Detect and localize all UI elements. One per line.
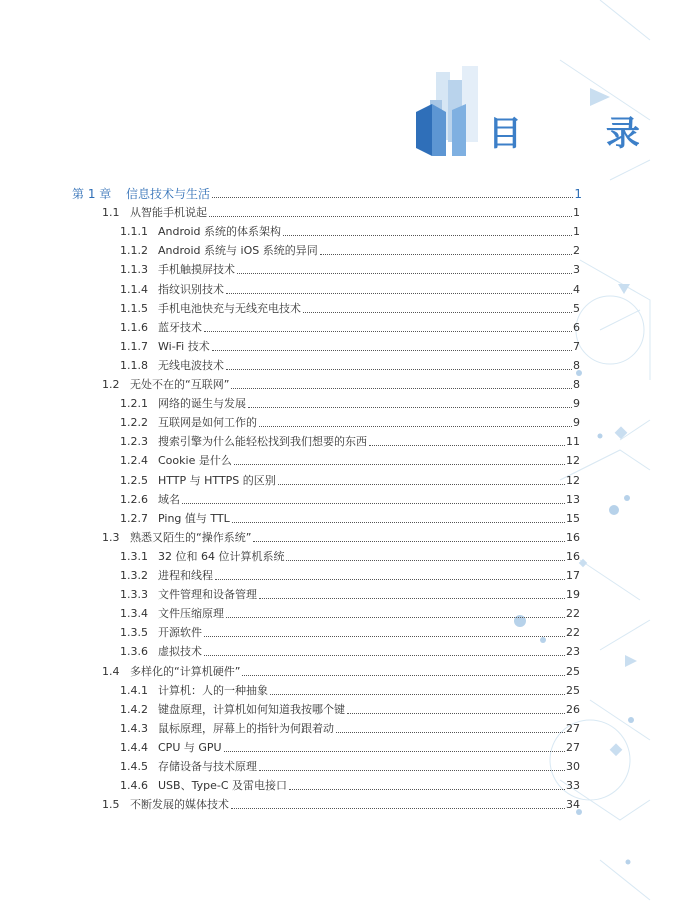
toc-entry-page: 1 <box>573 225 580 239</box>
toc-entry[interactable] <box>120 473 580 489</box>
toc-entry-title: 文件管理和设备管理 <box>158 588 257 602</box>
toc-entry-page: 5 <box>573 301 580 315</box>
toc-entry-page: 30 <box>566 760 580 773</box>
toc-entry-title: 32 位和 64 位计算机系统 <box>158 549 285 563</box>
toc-entry[interactable] <box>120 358 580 374</box>
dot-leader <box>212 349 572 351</box>
toc-entry-number: 1.3.3 <box>120 588 148 602</box>
toc-entry[interactable] <box>120 339 580 355</box>
toc-entry-page: 9 <box>573 397 580 411</box>
toc-entry-number: 1.1.2 <box>120 244 148 258</box>
dot-leader <box>204 654 565 656</box>
dot-leader <box>336 731 565 733</box>
dot-leader <box>215 578 565 580</box>
toc-entry[interactable] <box>102 377 580 393</box>
toc-entry-number: 1.4.1 <box>120 683 148 697</box>
toc-entry-number: 1.3 <box>102 530 120 544</box>
toc-entry-page: 16 <box>566 530 580 544</box>
toc-entry-number: 1.2.5 <box>120 473 148 487</box>
toc-entry-page: 6 <box>573 320 580 334</box>
toc-entry[interactable] <box>120 415 580 431</box>
toc-entry[interactable] <box>72 186 582 202</box>
dot-leader <box>270 693 565 695</box>
toc-entry-page: 22 <box>566 626 580 640</box>
toc-entry[interactable] <box>120 606 580 622</box>
toc-entry-number: 1.4.6 <box>120 779 148 793</box>
toc-entry-title: 从智能手机说起 <box>130 206 207 220</box>
toc-entry[interactable] <box>120 396 580 412</box>
toc-entry-title: 手机触摸屏技术 <box>158 263 235 277</box>
toc-entry[interactable] <box>120 721 580 737</box>
dot-leader <box>259 597 565 599</box>
toc-entry-number: 1.1.5 <box>120 301 148 315</box>
toc-entry-page: 22 <box>566 607 580 621</box>
toc-entry[interactable] <box>120 625 580 641</box>
toc-entry-title: 网络的诞生与发展 <box>158 397 246 411</box>
toc-entry-page: 1 <box>573 206 580 220</box>
dot-leader <box>237 272 572 274</box>
dot-leader <box>320 253 572 255</box>
dot-leader <box>226 368 572 370</box>
dot-leader <box>248 406 572 408</box>
toc-entry-page: 7 <box>573 339 580 353</box>
dot-leader <box>209 215 572 217</box>
toc-entry-page: 34 <box>566 798 580 812</box>
toc-entry-page: 25 <box>566 683 580 697</box>
toc-entry[interactable] <box>120 224 580 240</box>
toc-entry[interactable] <box>120 282 580 298</box>
dot-leader <box>278 483 565 485</box>
toc-entry[interactable] <box>120 740 580 756</box>
toc-entry[interactable] <box>102 664 580 680</box>
toc-entry[interactable] <box>120 549 580 565</box>
toc-entry-number: 1.4 <box>102 664 120 678</box>
toc-entry[interactable] <box>120 243 580 259</box>
dot-leader <box>231 387 572 389</box>
toc-entry-number: 1.1 <box>102 206 120 220</box>
toc-entry[interactable] <box>120 644 580 660</box>
dot-leader <box>224 750 565 752</box>
toc-entry-number: 1.3.2 <box>120 569 148 582</box>
toc-entry-number: 1.1.4 <box>120 282 148 296</box>
dot-leader <box>289 788 565 790</box>
toc-entry-title: 域名 <box>158 492 180 506</box>
toc-entry-page: 23 <box>566 645 580 659</box>
toc-entry-number: 1.2.4 <box>120 454 148 468</box>
toc-entry-page: 11 <box>566 435 580 449</box>
toc-entry-title: 信息技术与生活 <box>126 187 211 201</box>
toc-entry[interactable] <box>120 453 580 469</box>
dot-leader <box>303 311 572 313</box>
toc-entry[interactable] <box>120 301 580 317</box>
toc-entry-title: Android 系统与 iOS 系统的异同 <box>158 244 318 258</box>
toc-entry-number: 1.1.1 <box>120 225 148 239</box>
dot-leader <box>242 674 565 676</box>
dot-leader <box>204 635 565 637</box>
dot-leader <box>253 540 565 542</box>
dot-leader <box>232 521 565 523</box>
toc-entry-title: CPU 与 GPU <box>158 740 222 754</box>
toc-entry-page: 16 <box>566 549 580 563</box>
toc-entry[interactable] <box>120 778 580 794</box>
toc-entry-title: 指纹识别技术 <box>158 282 224 296</box>
toc-entry-number: 1.4.4 <box>120 740 148 754</box>
dot-leader <box>231 807 565 809</box>
toc-entry-title: 虚拟技术 <box>158 645 202 659</box>
toc-entry-number: 1.1.6 <box>120 320 148 334</box>
toc-entry-number: 1.1.8 <box>120 358 148 372</box>
toc-entry[interactable] <box>120 511 580 527</box>
toc-entry-title: 文件压缩原理 <box>158 607 224 621</box>
dot-leader <box>369 444 565 446</box>
toc-entry-number: 1.3.1 <box>120 549 148 563</box>
toc-entry[interactable] <box>120 759 580 775</box>
dot-leader <box>212 196 573 198</box>
toc-entry-page: 33 <box>566 779 580 793</box>
toc-entry-title: HTTP 与 HTTPS 的区别 <box>158 473 276 487</box>
toc-entry-page: 17 <box>566 569 580 582</box>
toc-entry-number: 1.2.1 <box>120 397 148 411</box>
toc-entry-page: 3 <box>573 263 580 277</box>
toc-entry-title: 不断发展的媒体技术 <box>130 798 229 812</box>
toc-entry[interactable] <box>102 530 580 546</box>
toc-entry-title: Ping 值与 TTL <box>158 511 230 525</box>
toc-entry[interactable] <box>120 262 580 278</box>
toc-entry-number: 1.4.2 <box>120 702 148 716</box>
toc-entry-page: 4 <box>573 282 580 296</box>
toc-entry-page: 12 <box>566 454 580 468</box>
toc-entry-number: 1.2.6 <box>120 492 148 506</box>
toc-entry-page: 13 <box>566 492 580 506</box>
toc-entry-number: 1.3.4 <box>120 607 148 621</box>
toc-entry-title: 蓝牙技术 <box>158 320 202 334</box>
toc-entry-title: 多样化的“计算机硬件” <box>130 664 241 678</box>
dot-leader <box>226 616 565 618</box>
toc-entry-number: 1.2.7 <box>120 511 148 525</box>
toc-entry-title: USB、Type-C 及雷电接口 <box>158 779 287 793</box>
page-title: 目 录 <box>488 114 676 154</box>
dot-leader <box>234 463 565 465</box>
toc-entry[interactable] <box>102 205 580 221</box>
toc-entry-page: 26 <box>566 702 580 716</box>
toc-entry-number: 1.1.3 <box>120 263 148 277</box>
toc-entry[interactable] <box>102 797 580 813</box>
toc-entry-title: 开源软件 <box>158 626 202 640</box>
toc-entry-title: Wi-Fi 技术 <box>158 339 210 353</box>
dot-leader <box>182 502 565 504</box>
toc-entry-page: 8 <box>573 378 580 391</box>
toc-entry-page: 12 <box>566 473 580 487</box>
toc-entry-number: 1.2.3 <box>120 435 148 449</box>
dot-leader <box>286 559 565 561</box>
toc-entry-title: Android 系统的体系架构 <box>158 225 282 239</box>
dot-leader <box>259 769 565 771</box>
toc-entry-number: 1.4.5 <box>120 760 148 773</box>
dot-leader <box>347 712 565 714</box>
toc-entry-page: 27 <box>566 721 580 735</box>
toc-entry-number: 1.1.7 <box>120 339 148 353</box>
toc-entry-title: Cookie 是什么 <box>158 454 232 468</box>
toc-entry-title: 计算机：人的一种抽象 <box>158 683 268 697</box>
toc-entry-title: 手机电池快充与无线充电技术 <box>158 301 301 315</box>
toc-entry-number: 1.5 <box>102 798 120 812</box>
toc-entry-title: 熟悉又陌生的“操作系统” <box>130 530 252 544</box>
toc-entry-title: 进程和线程 <box>158 569 213 582</box>
toc-entry-number: 1.3.6 <box>120 645 148 659</box>
toc-entry-page: 15 <box>566 511 580 525</box>
dot-leader <box>204 330 572 332</box>
toc-entry-page: 9 <box>573 416 580 430</box>
toc-entry[interactable] <box>120 587 580 603</box>
dot-leader <box>283 234 572 236</box>
toc-entry-title: 无线电波技术 <box>158 358 224 372</box>
toc-entry[interactable] <box>120 492 580 508</box>
toc-entry-title: 鼠标原理，屏幕上的指针为何跟着动 <box>158 721 334 735</box>
toc-entry-number: 1.3.5 <box>120 626 148 640</box>
toc-entry-page: 27 <box>566 740 580 754</box>
toc-entry-number: 1.4.3 <box>120 721 148 735</box>
toc-entry-number: 1.2.2 <box>120 416 148 430</box>
toc-entry-number: 第 1 章 <box>72 187 112 201</box>
toc-entry[interactable] <box>120 683 580 699</box>
toc-entry-title: 互联网是如何工作的 <box>158 416 257 430</box>
toc-entry-page: 19 <box>566 588 580 602</box>
toc-entry-page: 1 <box>574 187 582 201</box>
dot-leader <box>259 425 572 427</box>
toc-entry-title: 搜索引擎为什么能轻松找到我们想要的东西 <box>158 435 367 449</box>
toc-entry-title: 存储设备与技术原理 <box>158 760 257 773</box>
toc-entry[interactable] <box>120 434 580 450</box>
toc-entry-title: 无处不在的“互联网” <box>130 378 230 391</box>
toc-entry-page: 8 <box>573 358 580 372</box>
dot-leader <box>226 292 572 294</box>
toc-entry-page: 2 <box>573 244 580 258</box>
toc-entry[interactable] <box>120 320 580 336</box>
toc-entry-page: 25 <box>566 664 580 678</box>
toc-entry-number: 1.2 <box>102 378 120 391</box>
toc-entry[interactable] <box>120 702 580 718</box>
toc-entry-title: 键盘原理，计算机如何知道我按哪个键 <box>158 702 345 716</box>
toc-entry[interactable] <box>120 568 580 584</box>
